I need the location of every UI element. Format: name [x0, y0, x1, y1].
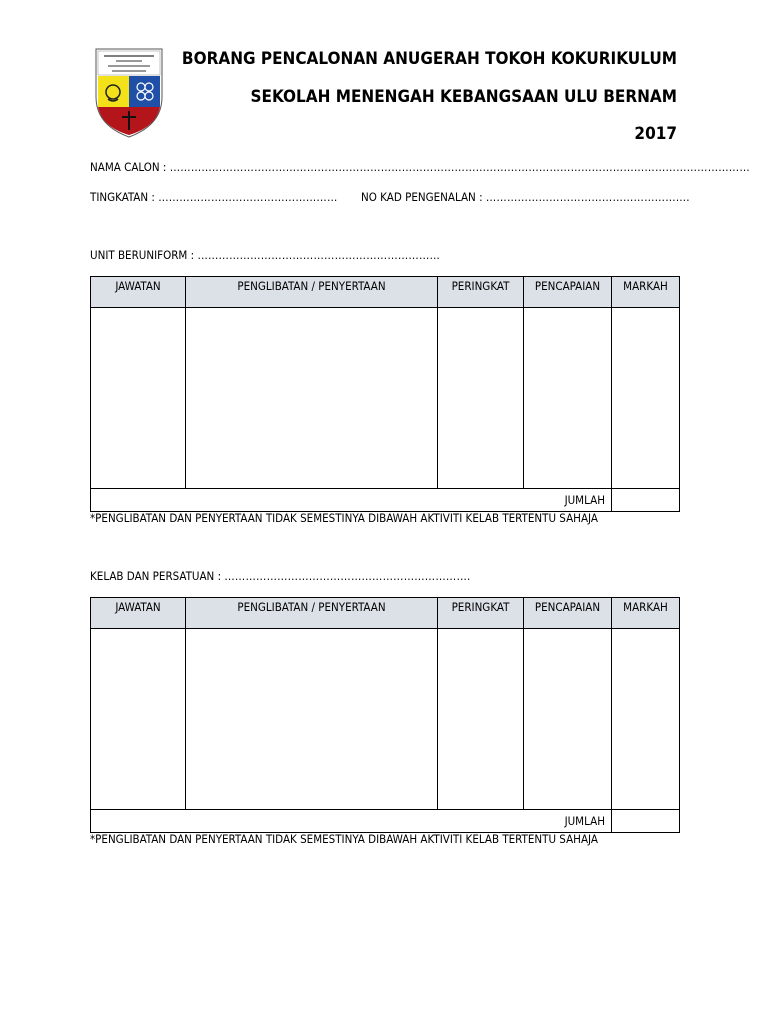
form-level-dots: …………………………………………… — [158, 190, 338, 204]
candidate-name-label: NAMA CALON : — [90, 160, 167, 174]
cell-peringkat[interactable] — [438, 308, 524, 489]
cell-penglibatan[interactable] — [186, 629, 438, 810]
col-header-penglibatan: PENGLIBATAN / PENYERTAAN — [186, 598, 438, 629]
cell-pencapaian[interactable] — [524, 308, 612, 489]
uniform-unit-field[interactable] — [90, 248, 440, 262]
uniform-unit-dots: …………………………………………………………… — [197, 248, 441, 262]
col-header-pencapaian: PENCAPAIAN — [524, 598, 612, 629]
total-label: JUMLAH — [91, 489, 612, 512]
candidate-name-dots: ………………………………………………………………………………………………………………………………………………… — [169, 160, 750, 174]
col-header-peringkat: PERINGKAT — [438, 277, 524, 308]
col-header-jawatan: JAWATAN — [91, 277, 186, 308]
col-header-pencapaian: PENCAPAIAN — [524, 277, 612, 308]
club-field[interactable] — [90, 569, 470, 583]
form-year: 2017 — [634, 124, 677, 144]
footnote: *PENGLIBATAN DAN PENYERTAAN TIDAK SEMESTINYA DIBAWAH AKTIVITI KELAB TERTENTU SAHAJA — [90, 511, 598, 525]
uniform-unit-label: UNIT BERUNIFORM : — [90, 248, 195, 262]
total-value-cell[interactable] — [612, 810, 680, 833]
form-level-field[interactable] — [90, 190, 338, 204]
col-header-peringkat: PERINGKAT — [438, 598, 524, 629]
col-header-jawatan: JAWATAN — [91, 598, 186, 629]
col-header-markah: MARKAH — [612, 277, 680, 308]
ic-number-field[interactable] — [361, 190, 690, 204]
club-dots: ……………………………………………………………. — [224, 569, 471, 583]
candidate-name-field[interactable] — [90, 160, 750, 174]
cell-peringkat[interactable] — [438, 629, 524, 810]
cell-pencapaian[interactable] — [524, 629, 612, 810]
total-label: JUMLAH — [91, 810, 612, 833]
col-header-markah: MARKAH — [612, 598, 680, 629]
footnote: *PENGLIBATAN DAN PENYERTAAN TIDAK SEMESTINYA DIBAWAH AKTIVITI KELAB TERTENTU SAHAJA — [90, 832, 598, 846]
cell-jawatan[interactable] — [91, 308, 186, 489]
cell-markah[interactable] — [612, 308, 680, 489]
ic-number-dots: …………………………………………………. — [485, 190, 690, 204]
uniform-unit-table — [90, 276, 680, 512]
ic-number-label: NO KAD PENGENALAN : — [361, 190, 483, 204]
col-header-penglibatan: PENGLIBATAN / PENYERTAAN — [186, 277, 438, 308]
form-level-label: TINGKATAN : — [90, 190, 155, 204]
school-name: SEKOLAH MENENGAH KEBANGSAAN ULU BERNAM — [250, 87, 677, 107]
club-label: KELAB DAN PERSATUAN : — [90, 569, 222, 583]
form-title: BORANG PENCALONAN ANUGERAH TOKOH KOKURIKULUM — [181, 49, 677, 69]
cell-markah[interactable] — [612, 629, 680, 810]
cell-jawatan[interactable] — [91, 629, 186, 810]
cell-penglibatan[interactable] — [186, 308, 438, 489]
total-value-cell[interactable] — [612, 489, 680, 512]
school-crest-icon — [94, 47, 164, 139]
club-table — [90, 597, 680, 833]
